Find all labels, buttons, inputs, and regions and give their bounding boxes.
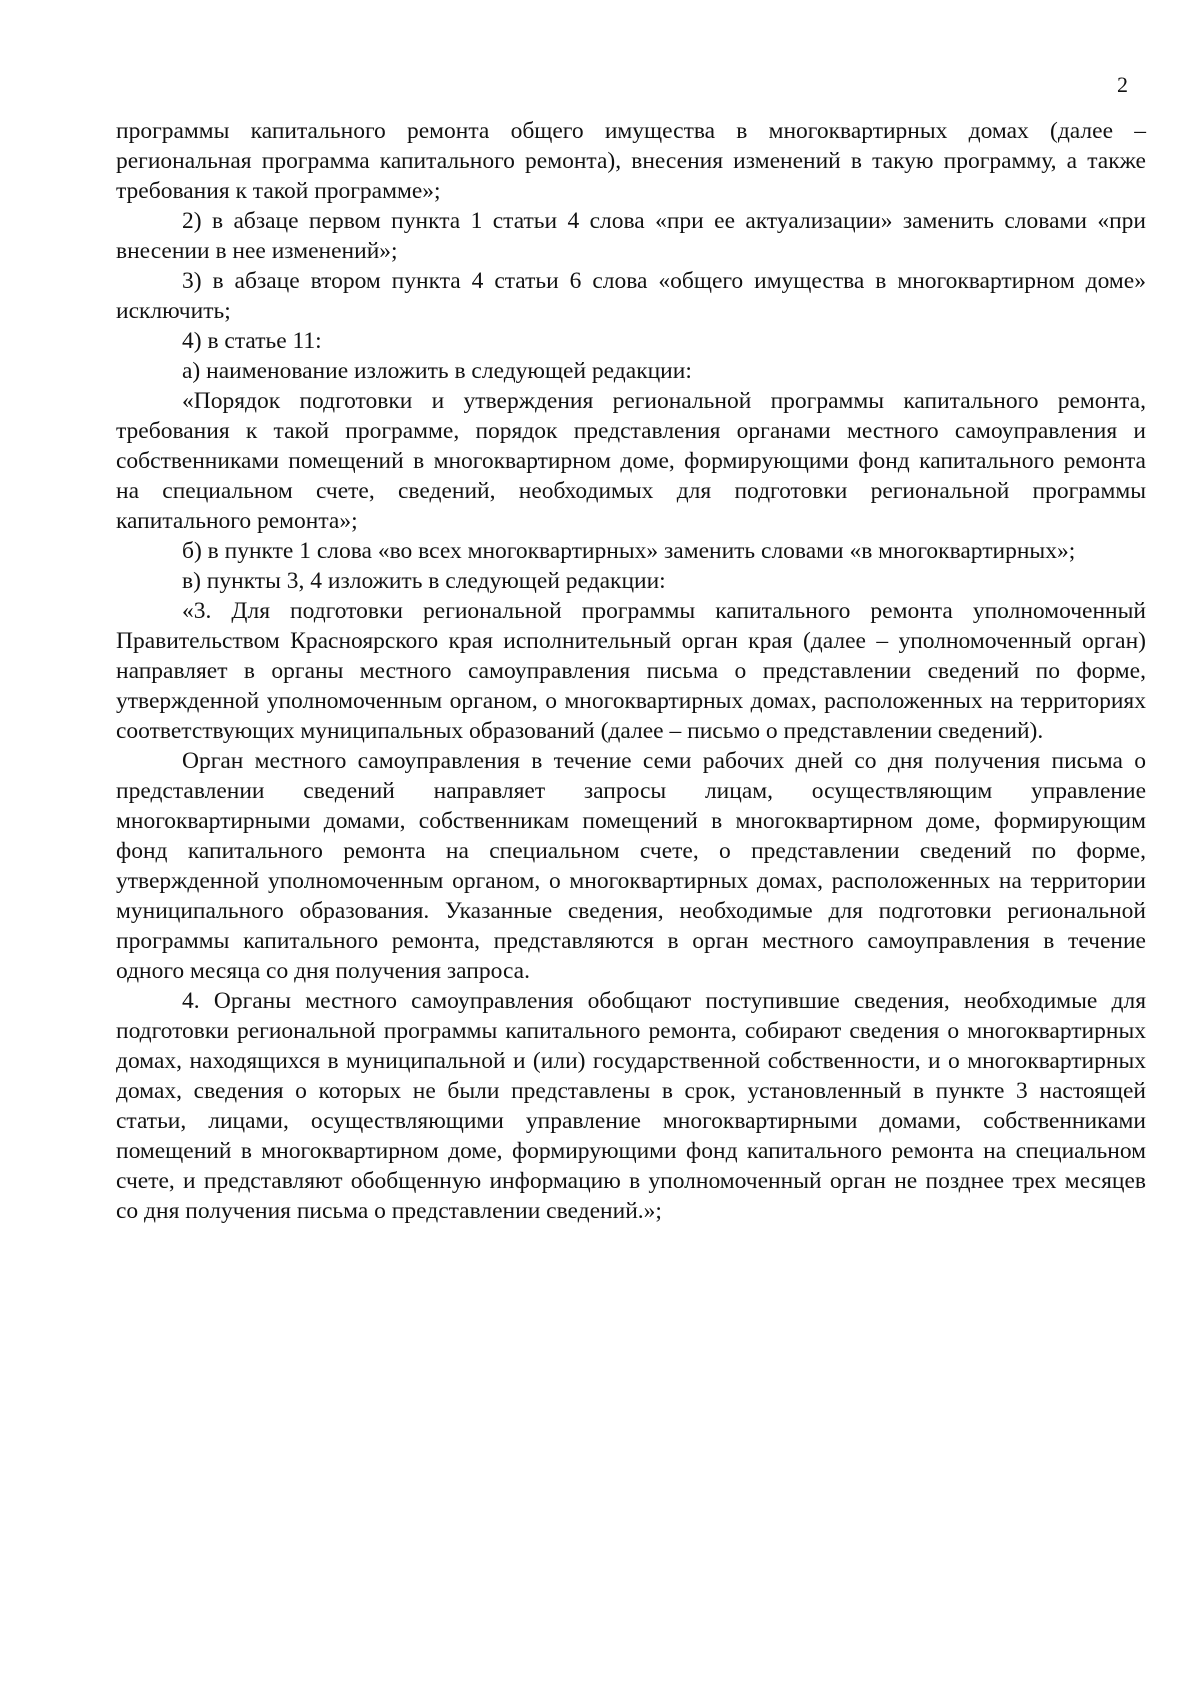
- paragraph: б) в пункте 1 слова «во всех многоквартирных» заменить словами «в многоквартирных»;: [182, 538, 1076, 564]
- paragraph: программы капитального ремонта общего имущества в многоквартирных домах (далее – региональная программа капитального ремонта), внесения изменений в такую программу, а также требования к такой программе»;: [116, 118, 1146, 204]
- paragraph: «3. Для подготовки региональной программы капитального ремонта уполномоченный Правительством Красноярского края исполнительный орган края (далее – уполномоченный орган) направляет в органы местного самоуправления письма о представлении сведений по форме, утвержденной уполномоченным органом, о многоквартирных домах, расположенных на территориях соответствующих муниципальных образований (далее – письмо о представлении сведений).: [116, 598, 1146, 744]
- paragraph: 4. Органы местного самоуправления обобщают поступившие сведения, необходимые для подготовки региональной программы капитального ремонта, собирают сведения о многоквартирных домах, находящихся в муниципальной и (или) государственной собственности, и о многоквартирных домах, сведения о которых не были представлены в срок, установленный в пункте 3 настоящей статьи, лицами, осуществляющими управление многоквартирными домами, собственниками помещений в многоквартирном доме, формирующими фонд капитального ремонта на специальном счете, и представляют обобщенную информацию в уполномоченный орган не позднее трех месяцев со дня получения письма о представлении сведений.»;: [116, 988, 1146, 1224]
- document-body: [116, 116, 1146, 1226]
- paragraph: 4) в статье 11:: [182, 328, 322, 354]
- paragraph: а) наименование изложить в следующей редакции:: [182, 358, 692, 384]
- paragraph: 3) в абзаце втором пункта 4 статьи 6 слова «общего имущества в многоквартирном доме» исключить;: [116, 268, 1146, 324]
- paragraph: в) пункты 3, 4 изложить в следующей редакции:: [182, 568, 666, 594]
- paragraph: Орган местного самоуправления в течение семи рабочих дней со дня получения письма о представлении сведений направляет запросы лицам, осуществляющим управление многоквартирными домами, собственникам помещений в многоквартирном доме, формирующим фонд капитального ремонта на специальном счете, о представлении сведений по форме, утвержденной уполномоченным органом, о многоквартирных домах, расположенных на территории муниципального образования. Указанные сведения, необходимые для подготовки региональной программы капитального ремонта, представляются в орган местного самоуправления в течение одного месяца со дня получения запроса.: [116, 748, 1146, 984]
- paragraph: 2) в абзаце первом пункта 1 статьи 4 слова «при ее актуализации» заменить словами «при внесении в нее изменений»;: [116, 208, 1146, 264]
- page-number: 2: [1117, 72, 1128, 97]
- paragraph: «Порядок подготовки и утверждения региональной программы капитального ремонта, требования к такой программе, порядок представления органами местного самоуправления и собственниками помещений в многоквартирном доме, формирующими фонд капитального ремонта на специальном счете, сведений, необходимых для подготовки региональной программы капитального ремонта»;: [116, 388, 1146, 534]
